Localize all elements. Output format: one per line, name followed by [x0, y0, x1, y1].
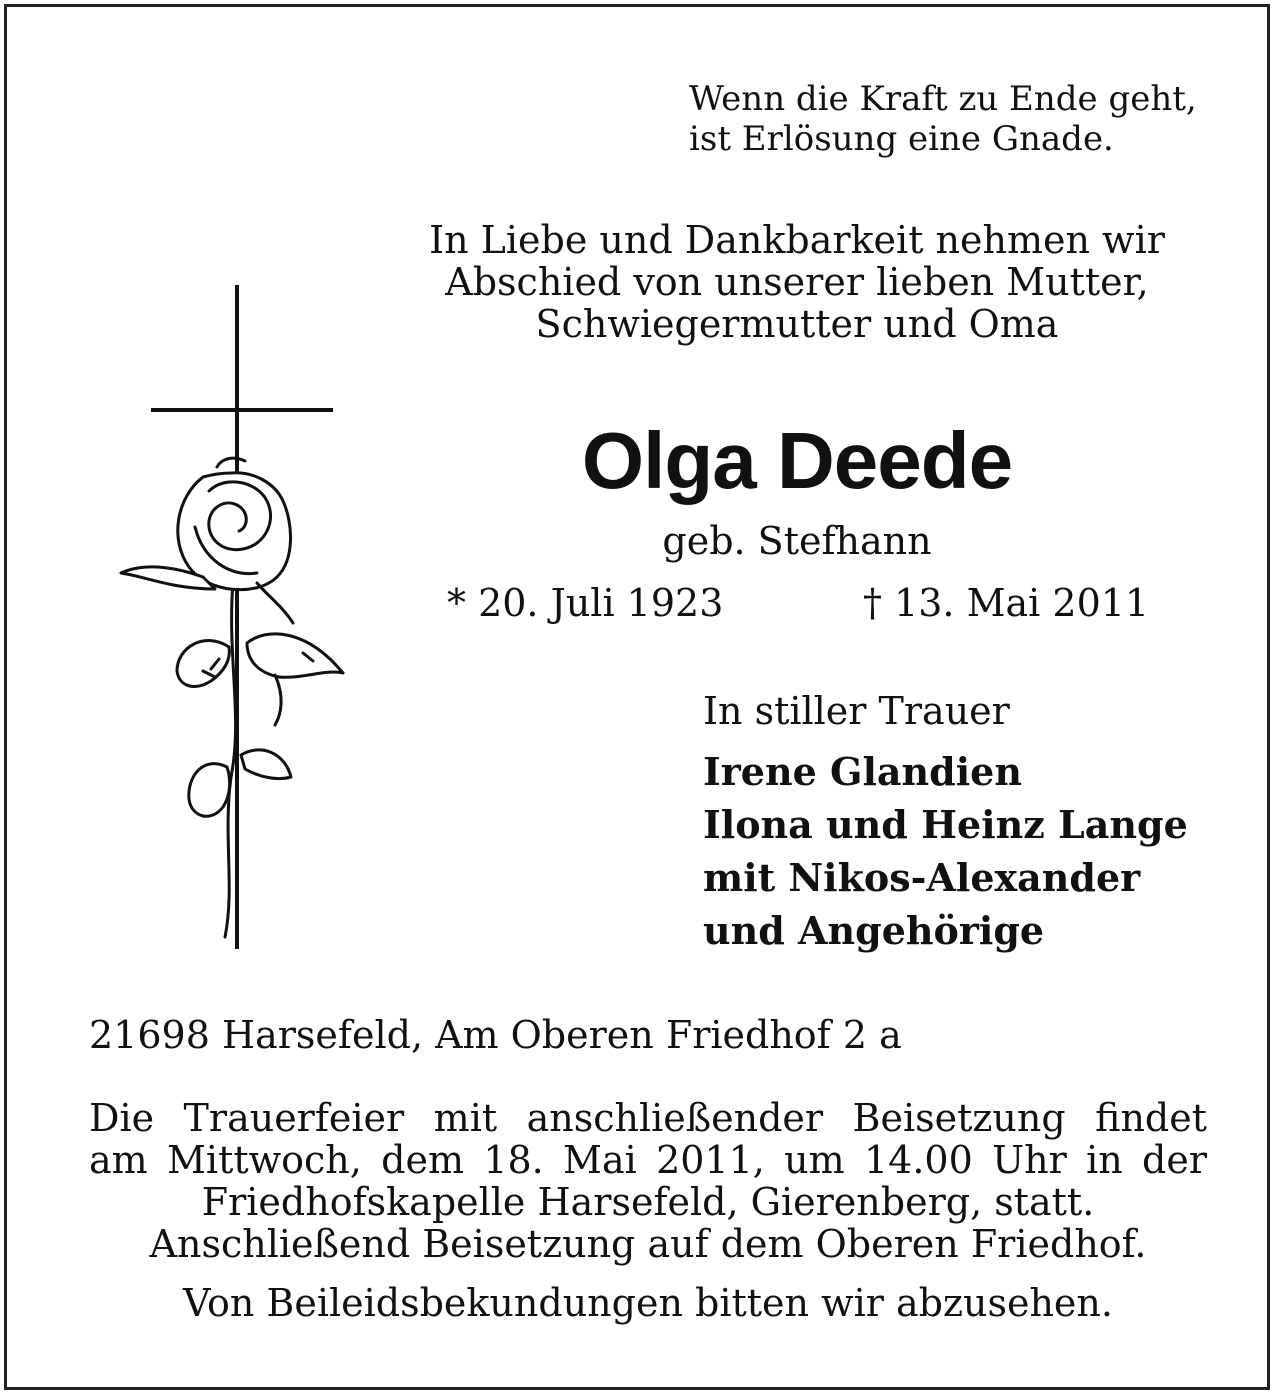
motto-line: ist Erlösung eine Gnade. — [689, 119, 1114, 159]
intro-line: Abschied von unserer lieben Mutter, — [445, 260, 1149, 304]
intro-text — [377, 219, 1217, 345]
death-date: † 13. Mai 2011 — [863, 581, 1150, 625]
mourners-list — [703, 745, 1188, 957]
birth-date: * 20. Juli 1923 — [447, 581, 724, 625]
motto-quote — [689, 79, 1197, 159]
motto-line: Wenn die Kraft zu Ende geht, — [689, 79, 1197, 119]
ceremony-info — [89, 1097, 1207, 1265]
mourner-line: und Angehörige — [703, 908, 1045, 953]
rose-icon — [121, 458, 343, 937]
intro-line: Schwiegermutter und Oma — [535, 302, 1059, 346]
ceremony-line: Anschließend Beisetzung auf dem Oberen Friedhof. — [149, 1222, 1147, 1266]
ceremony-line: am Mittwoch, dem 18. Mai 2011, um 14.00 Uhr in der — [89, 1138, 1207, 1182]
cross-icon — [151, 285, 333, 949]
ceremony-line: Die Trauerfeier mit anschließender Beisetzung findet — [89, 1096, 1207, 1140]
mourner-line: Ilona und Heinz Lange — [703, 802, 1188, 847]
grief-label: In stiller Trauer — [703, 689, 1010, 733]
cross-with-rose-emblem — [107, 277, 367, 957]
address: 21698 Harsefeld, Am Oberen Friedhof 2 a — [89, 1013, 902, 1057]
closing-note: Von Beileidsbekundungen bitten wir abzusehen. — [183, 1281, 1113, 1325]
deceased-name: Olga Deede — [581, 416, 1013, 505]
obituary-notice — [4, 4, 1270, 1390]
birth-name: geb. Stefhann — [662, 519, 932, 563]
mourner-line: Irene Glandien — [703, 749, 1022, 794]
mourner-line: mit Nikos-Alexander — [703, 855, 1141, 900]
intro-line: In Liebe und Dankbarkeit nehmen wir — [429, 218, 1165, 262]
ceremony-line: Friedhofskapelle Harsefeld, Gierenberg, statt. — [201, 1180, 1095, 1224]
